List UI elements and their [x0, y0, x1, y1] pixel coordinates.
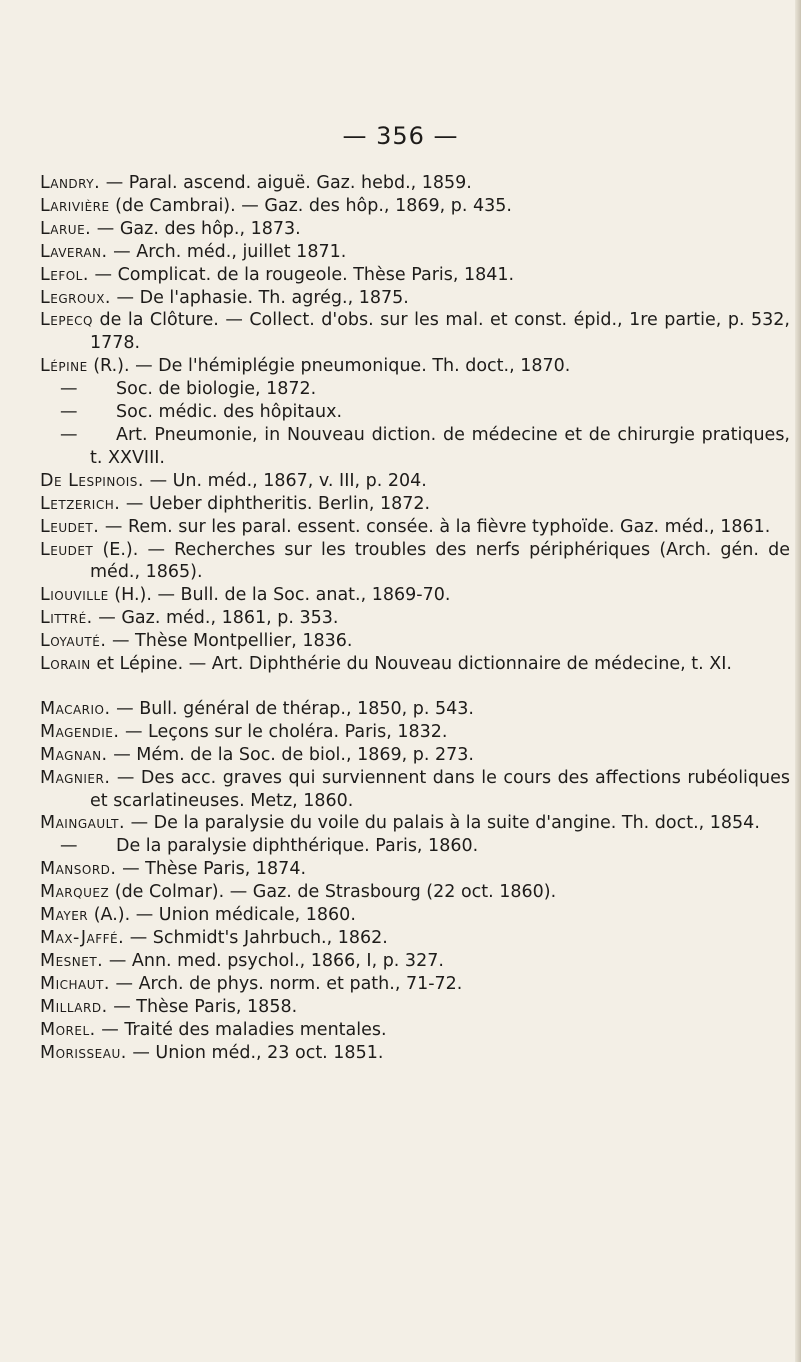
bibliography-entry — [40, 493, 790, 516]
author-name: Leudet — [40, 539, 94, 560]
author-name: Marquez — [40, 882, 110, 903]
bibliography-entry — [40, 378, 790, 401]
author-name: Legroux. — [40, 287, 111, 308]
author-name: Mesnet. — [40, 950, 104, 971]
bibliography-entry — [40, 1019, 790, 1042]
author-name: Lepecq — [40, 310, 93, 331]
author-name: Littré. — [40, 608, 93, 629]
reference-text: Art. Pneumonie, in Nouveau diction. de médecine et de chirurgie pratiques, t. XXVIII. — [90, 424, 790, 468]
section-l — [40, 172, 790, 676]
author-name: Mayer — [40, 905, 89, 926]
reference-text: — Thèse Paris, 1874. — [116, 859, 307, 880]
author-name: Mansord. — [40, 859, 117, 880]
bibliography-entry — [40, 858, 790, 881]
reference-text: (A.). — Union médicale, 1860. — [88, 905, 356, 926]
bibliography-entry — [40, 607, 790, 630]
reference-text: de la Clôture. — Collect. d'obs. sur les mal. et const. épid., 1re partie, p. 532, 1778. — [90, 310, 790, 354]
page-edge — [795, 0, 801, 1362]
reference-text: — Gaz. des hôp., 1873. — [91, 218, 301, 239]
author-name: Landry. — [40, 173, 101, 193]
reference-text: — Gaz. méd., 1861, p. 353. — [92, 608, 339, 629]
bibliography-entry — [40, 835, 790, 858]
reference-text: (de Colmar). — Gaz. de Strasbourg (22 oct. 1860). — [109, 882, 557, 903]
section-gap — [40, 676, 790, 698]
bibliography-entry — [40, 424, 790, 470]
bibliography-entry — [40, 516, 790, 539]
reference-text: — Ann. med. psychol., 1866, I, p. 327. — [103, 950, 444, 971]
bibliography-entry — [40, 698, 790, 721]
ditto-dash: — — [60, 424, 78, 445]
bibliography-entry — [40, 653, 790, 676]
reference-text: — De la paralysie du voile du palais à la suite d'angine. Th. doct., 1854. — [125, 813, 760, 834]
bibliography-entry — [40, 470, 790, 493]
ditto-dash: — — [60, 402, 78, 423]
bibliography-entry — [40, 401, 790, 424]
section-m — [40, 698, 790, 1065]
bibliography-entry — [40, 287, 790, 310]
reference-text: — Thèse Paris, 1858. — [107, 996, 298, 1017]
reference-text: — Ueber diphtheritis. Berlin, 1872. — [120, 493, 431, 514]
bibliography-entry — [40, 1042, 790, 1065]
reference-text: — Rem. sur les paral. essent. consée. à la fièvre typhoïde. Gaz. méd., 1861. — [99, 516, 771, 537]
reference-text: Soc. médic. des hôpitaux. — [116, 402, 343, 423]
reference-text: (E.). — Recherches sur les troubles des nerfs périphériques (Arch. gén. de méd., 1865). — [90, 539, 790, 583]
author-name: Laveran. — [40, 241, 108, 262]
bibliography-entry — [40, 195, 790, 218]
bibliography-entry — [40, 355, 790, 378]
author-name: Maingault. — [40, 813, 126, 834]
reference-text: — Thèse Montpellier, 1836. — [106, 631, 353, 652]
author-name: Macario. — [40, 698, 111, 719]
bibliography-entry — [40, 584, 790, 607]
author-name: Lefol. — [40, 264, 89, 285]
author-name: Larivière — [40, 195, 110, 216]
reference-text: — Complicat. de la rougeole. Thèse Paris, 1841. — [88, 264, 515, 285]
author-name: Michaut. — [40, 973, 110, 994]
bibliography-entry — [40, 630, 790, 653]
bibliography-entry — [40, 996, 790, 1019]
author-name: Lépine — [40, 356, 88, 377]
author-name: Leudet. — [40, 516, 100, 537]
reference-text: — Bull. général de thérap., 1850, p. 543. — [110, 698, 474, 719]
reference-text: — Des acc. graves qui surviennent dans le cours des affections rubéoliques et scarlatineuses. Metz, 1860. — [90, 767, 790, 811]
bibliography-entry — [40, 309, 790, 355]
author-name: Morisseau. — [40, 1042, 127, 1063]
reference-text: — De l'aphasie. Th. agrég., 1875. — [110, 287, 409, 308]
bibliography-entry — [40, 927, 790, 950]
reference-text: — Arch. de phys. norm. et path., 71-72. — [109, 973, 463, 994]
author-name: De Lespinois. — [40, 470, 144, 491]
author-name: Letzerich. — [40, 493, 121, 514]
bibliography-entry — [40, 264, 790, 287]
bibliography-list — [40, 172, 790, 1064]
author-name: Max-Jaffé. — [40, 928, 125, 948]
bibliography-entry — [40, 950, 790, 973]
bibliography-entry — [40, 881, 790, 904]
bibliography-entry — [40, 767, 790, 813]
ditto-dash: — — [60, 836, 78, 857]
bibliography-entry — [40, 172, 790, 195]
reference-text: Soc. de biologie, 1872. — [116, 379, 317, 400]
reference-text: — Mém. de la Soc. de biol., 1869, p. 273. — [107, 744, 474, 765]
author-name: Liouville — [40, 585, 109, 606]
reference-text: De la paralysie diphthérique. Paris, 1860. — [116, 836, 479, 857]
ditto-dash: — — [60, 379, 78, 400]
bibliography-entry — [40, 904, 790, 927]
reference-text: — Traité des maladies mentales. — [95, 1019, 387, 1040]
bibliography-entry — [40, 218, 790, 241]
reference-text: — Schmidt's Jahrbuch., 1862. — [124, 928, 388, 948]
author-name: Millard. — [40, 996, 108, 1017]
author-name: Lorain — [40, 654, 91, 675]
author-name: Magnier. — [40, 767, 111, 788]
reference-text: — Un. méd., 1867, v. III, p. 204. — [144, 470, 427, 491]
bibliography-entry — [40, 973, 790, 996]
reference-text: — Arch. méd., juillet 1871. — [107, 241, 347, 262]
bibliography-entry — [40, 539, 790, 585]
author-name: Loyauté. — [40, 631, 107, 652]
bibliography-entry — [40, 721, 790, 744]
reference-text: — Leçons sur le choléra. Paris, 1832. — [119, 721, 448, 742]
reference-text: (H.). — Bull. de la Soc. anat., 1869-70. — [108, 585, 451, 606]
bibliography-entry — [40, 812, 790, 835]
bibliography-entry — [40, 744, 790, 767]
author-name: Magendie. — [40, 721, 120, 742]
reference-text: (R.). — De l'hémiplégie pneumonique. Th. doct., 1870. — [87, 356, 571, 377]
reference-text: — Paral. ascend. aiguë. Gaz. hebd., 1859. — [100, 173, 472, 193]
bibliography-entry — [40, 241, 790, 264]
reference-text: (de Cambrai). — Gaz. des hôp., 1869, p. 435. — [109, 195, 512, 216]
author-name: Morel. — [40, 1019, 96, 1040]
reference-text: — Union méd., 23 oct. 1851. — [126, 1042, 384, 1063]
reference-text: et Lépine. — Art. Diphthérie du Nouveau dictionnaire de médecine, t. XI. — [90, 654, 732, 675]
page-number: — 356 — — [342, 122, 459, 150]
author-name: Larue. — [40, 218, 92, 239]
author-name: Magnan. — [40, 744, 108, 765]
